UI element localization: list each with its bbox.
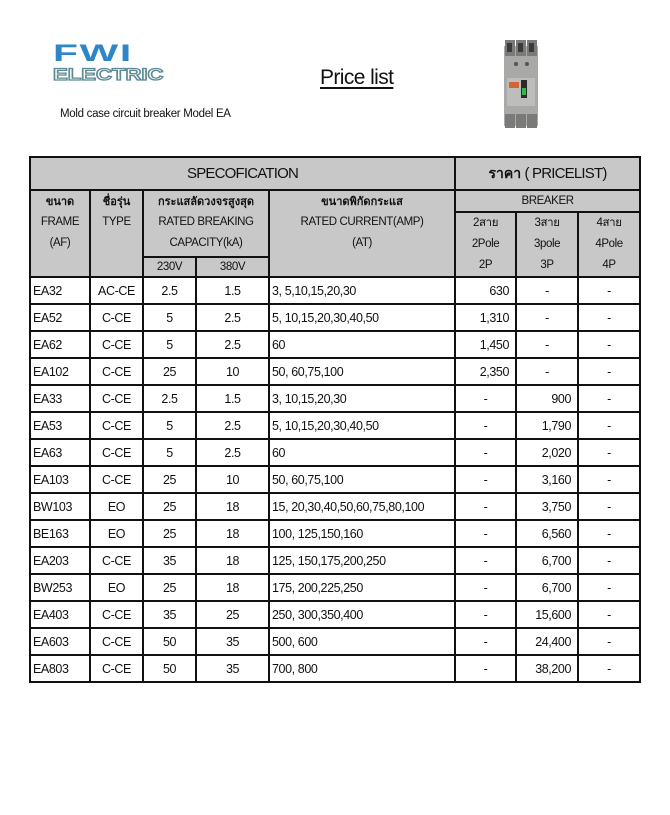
price-2p-cell: -	[455, 574, 516, 601]
frame-cell: EA53	[30, 412, 90, 439]
capacity-230v-cell: 35	[143, 547, 196, 574]
frame-cell: BW253	[30, 574, 90, 601]
2pole-thai: 2สาย	[473, 217, 499, 229]
frame-cell: EA32	[30, 277, 90, 304]
frame-thai: ขนาด	[45, 195, 75, 208]
price-3p-cell: 38,200	[516, 655, 578, 682]
price-2p-cell: 1,310	[455, 304, 516, 331]
rated-current-cell: 500, 600	[269, 628, 455, 655]
rated-current-cell: 3, 10,15,20,30	[269, 385, 455, 412]
price-2p-cell: 630	[455, 277, 516, 304]
type-label: TYPE	[102, 216, 131, 228]
price-2p-cell: -	[455, 493, 516, 520]
breaker-header: BREAKER	[455, 190, 640, 212]
price-2p-cell: -	[455, 466, 516, 493]
type-cell: C-CE	[90, 601, 143, 628]
price-3p-cell: 2,020	[516, 439, 578, 466]
capacity-380v-cell: 35	[196, 655, 269, 682]
type-cell: C-CE	[90, 547, 143, 574]
rated-current-cell: 175, 200,225,250	[269, 574, 455, 601]
price-2p-cell: -	[455, 601, 516, 628]
capacity-unit: CAPACITY(kA)	[169, 237, 243, 249]
capacity-230v-cell: 25	[143, 520, 196, 547]
4pole-column-header	[578, 212, 640, 277]
type-cell: C-CE	[90, 439, 143, 466]
type-column-header	[90, 190, 143, 277]
price-4p-cell: -	[578, 574, 640, 601]
rated-current-cell: 15, 20,30,40,50,60,75,80,100	[269, 493, 455, 520]
capacity-380v-cell: 18	[196, 493, 269, 520]
capacity-380v-cell: 2.5	[196, 304, 269, 331]
price-4p-cell: -	[578, 439, 640, 466]
price-4p-cell: -	[578, 331, 640, 358]
price-table	[29, 156, 641, 683]
capacity-230v-cell: 50	[143, 628, 196, 655]
price-list-header	[455, 157, 640, 190]
capacity-380v-cell: 18	[196, 547, 269, 574]
table-row	[30, 655, 640, 682]
rated-current-cell: 700, 800	[269, 655, 455, 682]
capacity-230v-cell: 5	[143, 331, 196, 358]
frame-cell: EA33	[30, 385, 90, 412]
price-3p-cell: -	[516, 304, 578, 331]
capacity-230v-cell: 25	[143, 574, 196, 601]
price-3p-cell: 3,160	[516, 466, 578, 493]
price-4p-cell: -	[578, 277, 640, 304]
type-cell: C-CE	[90, 385, 143, 412]
specification-header: SPECOFICATION	[30, 157, 455, 190]
frame-cell: BW103	[30, 493, 90, 520]
frame-unit: (AF)	[49, 237, 71, 249]
frame-cell: EA62	[30, 331, 90, 358]
fwi-electric-logo	[53, 40, 165, 84]
capacity-380v-cell: 2.5	[196, 331, 269, 358]
capacity-380v-cell: 35	[196, 628, 269, 655]
frame-cell: EA803	[30, 655, 90, 682]
table-row	[30, 547, 640, 574]
type-cell: C-CE	[90, 466, 143, 493]
capacity-230v-cell: 25	[143, 466, 196, 493]
capacity-label: RATED BREAKING	[158, 216, 254, 228]
price-3p-cell: -	[516, 331, 578, 358]
current-thai: ขนาดพิกัดกระแส	[321, 195, 403, 208]
price-2p-cell: -	[455, 412, 516, 439]
3pole-code: 3P	[540, 259, 554, 271]
current-unit: (AT)	[352, 237, 372, 249]
capacity-380v-cell: 2.5	[196, 412, 269, 439]
capacity-thai: กระแสลัดวงจรสูงสุด	[157, 195, 254, 208]
3pole-column-header	[516, 212, 578, 277]
capacity-380v-cell: 1.5	[196, 385, 269, 412]
page-title: Price list	[320, 66, 394, 89]
price-3p-cell: 24,400	[516, 628, 578, 655]
price-3p-cell: 1,790	[516, 412, 578, 439]
capacity-380v-cell: 10	[196, 466, 269, 493]
type-cell: C-CE	[90, 358, 143, 385]
capacity-380v-cell: 25	[196, 601, 269, 628]
price-2p-cell: -	[455, 547, 516, 574]
capacity-380v-cell: 2.5	[196, 439, 269, 466]
380v-column-header: 380V	[196, 257, 269, 277]
frame-cell: EA603	[30, 628, 90, 655]
price-3p-cell: 3,750	[516, 493, 578, 520]
logo-wordmark-bottom: ELECTRIC	[53, 65, 164, 84]
rated-current-cell: 3, 5,10,15,20,30	[269, 277, 455, 304]
capacity-230v-cell: 25	[143, 493, 196, 520]
rated-current-cell: 5, 10,15,20,30,40,50	[269, 304, 455, 331]
price-2p-cell: -	[455, 655, 516, 682]
2pole-column-header	[455, 212, 516, 277]
price-2p-cell: -	[455, 628, 516, 655]
table-row	[30, 574, 640, 601]
capacity-230v-cell: 35	[143, 601, 196, 628]
rated-current-cell: 100, 125,150,160	[269, 520, 455, 547]
price-4p-cell: -	[578, 520, 640, 547]
page-subtitle: Mold case circuit breaker Model EA	[60, 108, 231, 120]
price-3p-cell: 6,700	[516, 547, 578, 574]
frame-label: FRAME	[40, 216, 80, 228]
price-3p-cell: 6,560	[516, 520, 578, 547]
table-row	[30, 466, 640, 493]
price-2p-cell: 2,350	[455, 358, 516, 385]
table-row	[30, 358, 640, 385]
type-cell: EO	[90, 493, 143, 520]
rated-current-cell: 60	[269, 439, 455, 466]
3pole-thai: 3สาย	[534, 217, 560, 229]
price-4p-cell: -	[578, 385, 640, 412]
capacity-230v-cell: 5	[143, 304, 196, 331]
table-row	[30, 520, 640, 547]
capacity-380v-cell: 18	[196, 574, 269, 601]
230v-column-header: 230V	[143, 257, 196, 277]
table-row	[30, 601, 640, 628]
logo-wordmark-top: FWI	[53, 40, 133, 67]
type-cell: C-CE	[90, 655, 143, 682]
4pole-code: 4P	[602, 259, 616, 271]
capacity-230v-cell: 2.5	[143, 385, 196, 412]
price-3p-cell: 6,700	[516, 574, 578, 601]
frame-cell: EA403	[30, 601, 90, 628]
frame-cell: EA63	[30, 439, 90, 466]
price-3p-cell: 15,600	[516, 601, 578, 628]
price-english-label: ( PRICELIST)	[524, 164, 607, 182]
price-4p-cell: -	[578, 412, 640, 439]
type-cell: C-CE	[90, 331, 143, 358]
rated-current-cell: 60	[269, 331, 455, 358]
capacity-380v-cell: 1.5	[196, 277, 269, 304]
price-4p-cell: -	[578, 655, 640, 682]
4pole-thai: 4สาย	[596, 217, 622, 229]
rated-current-cell: 50, 60,75,100	[269, 466, 455, 493]
table-row	[30, 385, 640, 412]
frame-cell: EA103	[30, 466, 90, 493]
4pole-label: 4Pole	[595, 238, 623, 250]
table-row	[30, 277, 640, 304]
price-4p-cell: -	[578, 601, 640, 628]
current-label: RATED CURRENT(AMP)	[300, 216, 424, 228]
type-cell: C-CE	[90, 412, 143, 439]
price-4p-cell: -	[578, 358, 640, 385]
frame-cell: EA102	[30, 358, 90, 385]
rated-current-cell: 250, 300,350,400	[269, 601, 455, 628]
type-cell: EO	[90, 574, 143, 601]
table-row	[30, 304, 640, 331]
price-2p-cell: -	[455, 385, 516, 412]
2pole-label: 2Pole	[471, 238, 500, 250]
price-4p-cell: -	[578, 304, 640, 331]
capacity-column-header	[143, 190, 269, 257]
price-4p-cell: -	[578, 466, 640, 493]
type-cell: EO	[90, 520, 143, 547]
type-cell: C-CE	[90, 628, 143, 655]
frame-cell: BE163	[30, 520, 90, 547]
price-thai-label: ราคา	[488, 165, 522, 182]
capacity-230v-cell: 2.5	[143, 277, 196, 304]
frame-cell: EA203	[30, 547, 90, 574]
type-cell: AC-CE	[90, 277, 143, 304]
circuit-breaker-image	[501, 40, 541, 130]
current-column-header	[269, 190, 455, 277]
price-4p-cell: -	[578, 493, 640, 520]
price-4p-cell: -	[578, 547, 640, 574]
table-row	[30, 628, 640, 655]
table-row	[30, 412, 640, 439]
price-2p-cell: -	[455, 520, 516, 547]
rated-current-cell: 5, 10,15,20,30,40,50	[269, 412, 455, 439]
capacity-230v-cell: 5	[143, 412, 196, 439]
price-3p-cell: 900	[516, 385, 578, 412]
3pole-label: 3pole	[533, 238, 561, 250]
capacity-230v-cell: 50	[143, 655, 196, 682]
capacity-380v-cell: 18	[196, 520, 269, 547]
type-cell: C-CE	[90, 304, 143, 331]
type-thai: ชื่อรุ่น	[102, 195, 131, 208]
frame-column-header	[30, 190, 90, 277]
price-3p-cell: -	[516, 277, 578, 304]
frame-cell: EA52	[30, 304, 90, 331]
capacity-230v-cell: 25	[143, 358, 196, 385]
rated-current-cell: 125, 150,175,200,250	[269, 547, 455, 574]
table-row	[30, 331, 640, 358]
price-4p-cell: -	[578, 628, 640, 655]
price-2p-cell: -	[455, 439, 516, 466]
price-3p-cell: -	[516, 358, 578, 385]
rated-current-cell: 50, 60,75,100	[269, 358, 455, 385]
2pole-code: 2P	[478, 259, 493, 271]
capacity-380v-cell: 10	[196, 358, 269, 385]
capacity-230v-cell: 5	[143, 439, 196, 466]
price-2p-cell: 1,450	[455, 331, 516, 358]
table-row	[30, 493, 640, 520]
table-row	[30, 439, 640, 466]
